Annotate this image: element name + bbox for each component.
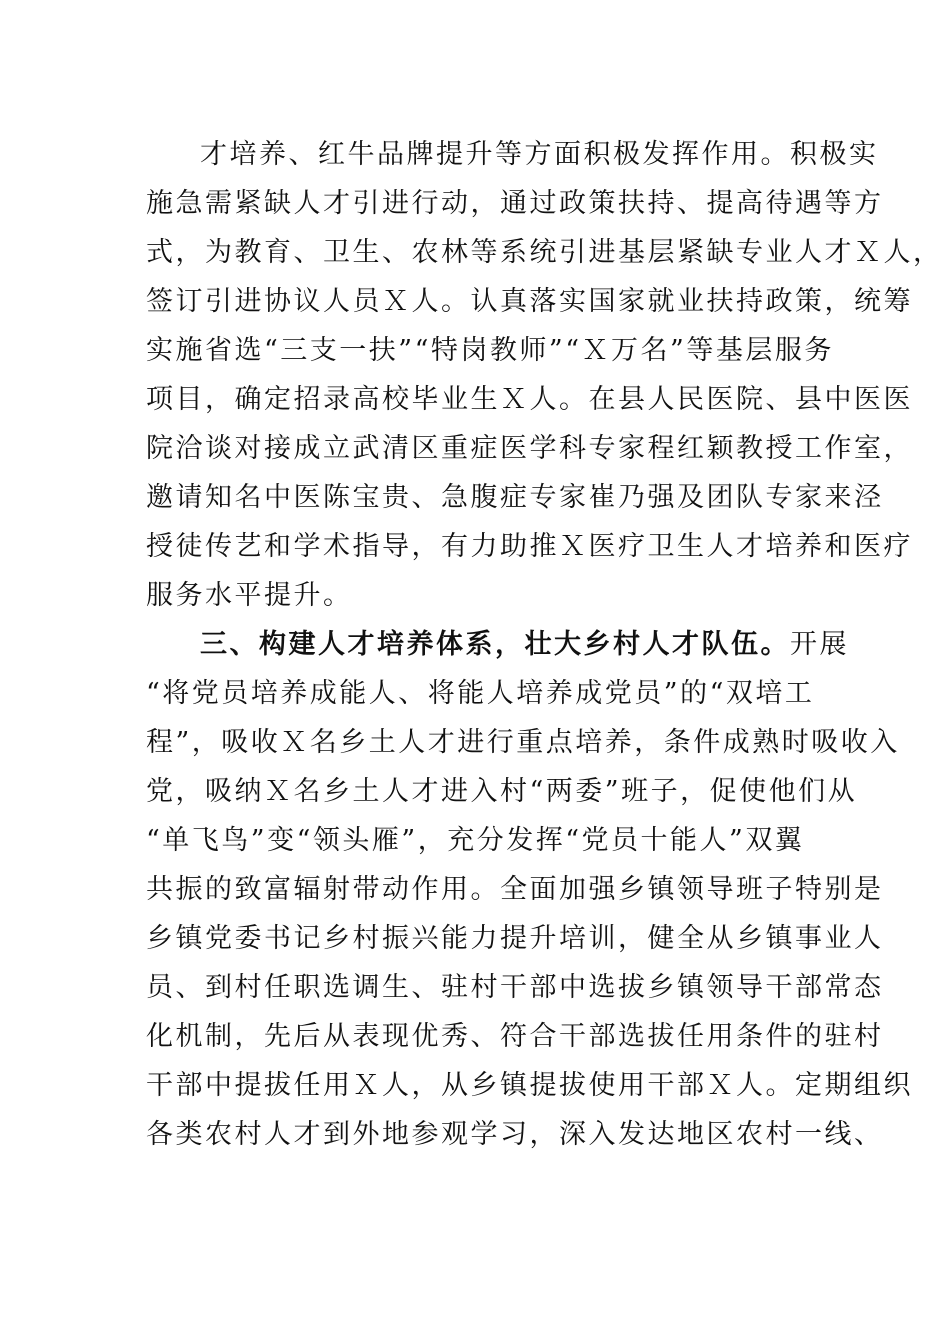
text-line: 实施省选“三支一扶”“特岗教师”“Ｘ万名”等基层服务 [146, 335, 834, 366]
heading-trailing-text: 开展 [790, 629, 849, 660]
text-line: 各类农村人才到外地参观学习，深入发达地区农村一线、 [146, 1119, 884, 1150]
paragraph-talent-training-system [146, 620, 913, 1159]
text-line: 项目，确定招录高校毕业生Ｘ人。在县人民医院、县中医医 [146, 384, 913, 415]
text-line: 邀请知名中医陈宝贵、急腹症专家崔乃强及团队专家来泾 [146, 482, 884, 513]
text-line: 干部中提拔任用Ｘ人，从乡镇提拔使用干部Ｘ人。定期组织 [146, 1070, 913, 1101]
text-line: 服务水平提升。 [146, 580, 353, 611]
text-line: 党，吸纳Ｘ名乡土人才进入村“两委”班子，促使他们从 [146, 776, 858, 807]
document-body [146, 130, 943, 1159]
text-line: 员、到村任职选调生、驻村干部中选拔乡镇领导干部常态 [146, 972, 884, 1003]
text-line: 施急需紧缺人才引进行动，通过政策扶持、提高待遇等方 [146, 188, 884, 219]
text-line: 院洽谈对接成立武清区重症医学科专家程红颖教授工作室， [146, 433, 913, 464]
text-line: 授徒传艺和学术指导，有力助推Ｘ医疗卫生人才培养和医疗 [146, 531, 913, 562]
text-line: 乡镇党委书记乡村振兴能力提升培训，健全从乡镇事业人 [146, 923, 884, 954]
text-line: “将党员培养成能人、将能人培养成党员”的“双培工 [146, 678, 815, 709]
text-line: 式，为教育、卫生、农林等系统引进基层紧缺专业人才Ｘ人， [146, 237, 943, 268]
text-line: “单飞鸟”变“领头雁”，充分发挥“党员十能人”双翼 [146, 825, 805, 856]
text-line: 化机制，先后从表现优秀、符合干部选拔任用条件的驻村 [146, 1021, 884, 1052]
text-line: 才培养、红牛品牌提升等方面积极发挥作用。积极实 [200, 139, 879, 170]
text-line: 签订引进协议人员Ｘ人。认真落实国家就业扶持政策，统筹 [146, 286, 913, 317]
text-line [146, 620, 849, 669]
text-line: 共振的致富辐射带动作用。全面加强乡镇领导班子特别是 [146, 874, 884, 905]
paragraph-talent-introduction [146, 130, 943, 620]
section-heading: 三、构建人才培养体系，壮大乡村人才队伍。 [200, 629, 790, 660]
text-line: 程”，吸收Ｘ名乡土人才进行重点培养，条件成熟时吸收入 [146, 727, 900, 758]
